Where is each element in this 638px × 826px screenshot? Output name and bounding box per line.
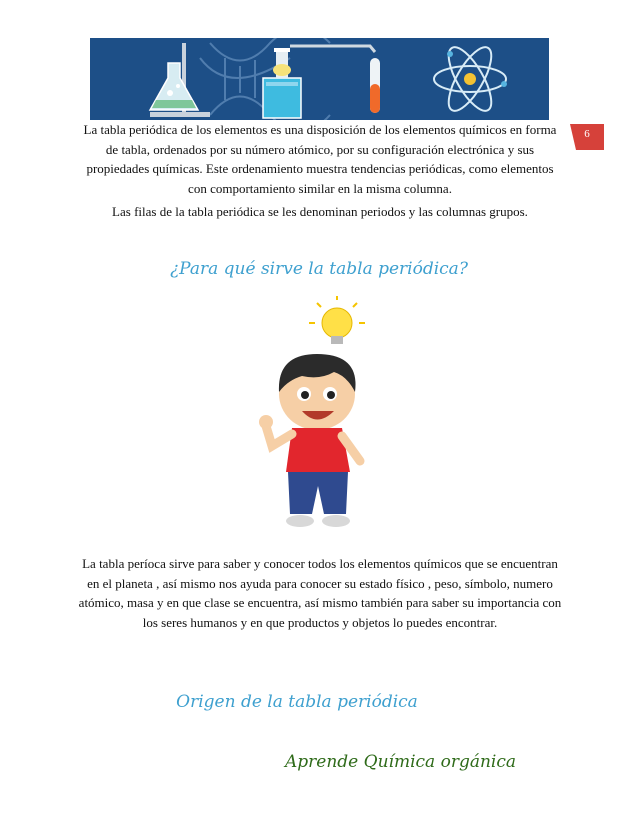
rows-columns-paragraph: Las filas de la tabla periódica se les denominan periodos y las columnas grupos. bbox=[112, 204, 528, 219]
section-heading-origin: Origen de la tabla periódica bbox=[176, 692, 418, 712]
purpose-paragraph: La tabla períoca sirve para saber y conocer todos los elementos químicos que se encuentran en el planeta , así mismo nos ayuda para conocer su estado físico , peso, símbolo, numero atómico, masa y en que clase se encuentra, así mismo también para saber su importancia con los seres humanos y en que productos y objetos lo puedes encontrar. bbox=[78, 556, 562, 630]
boy-with-lightbulb-illustration bbox=[242, 296, 396, 540]
section-heading-purpose: ¿Para qué sirve la tabla periódica? bbox=[170, 259, 468, 279]
lab-banner-image bbox=[90, 38, 549, 120]
footer-title: Aprende Química orgánica bbox=[285, 752, 517, 772]
page-number: 6 bbox=[584, 128, 590, 140]
intro-paragraph: La tabla periódica de los elementos es una disposición de los elementos químicos en forma de tabla, ordenados por su número atómico, por su configuración electrónica y sus propiedades químicas. Este ordenamiento muestra tendencias periódicas, como elementos con comportamiento similar en la misma columna. bbox=[83, 122, 557, 196]
